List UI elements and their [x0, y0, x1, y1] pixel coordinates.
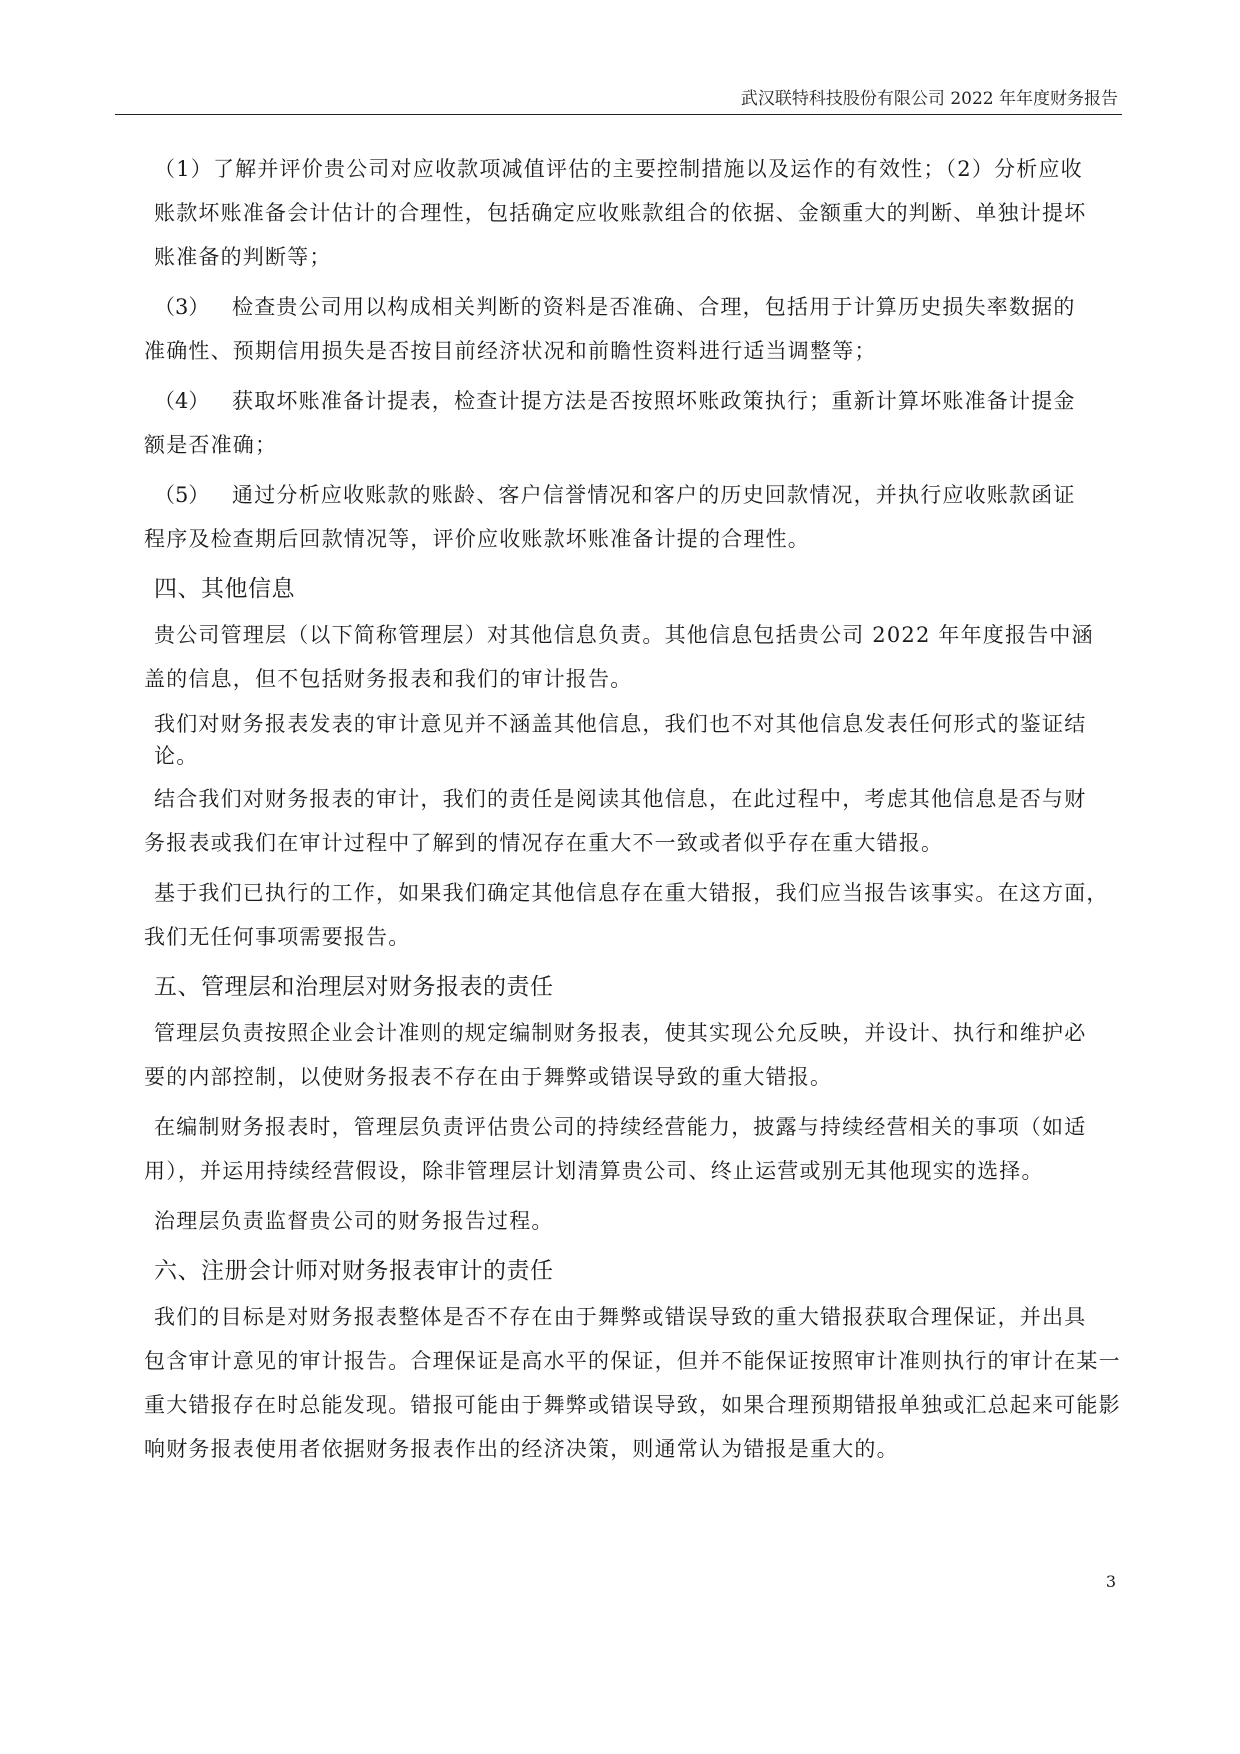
procedure-line [154, 473, 1122, 517]
procedure-number: （4） [154, 389, 210, 413]
page-header [115, 88, 1122, 115]
paragraph-line: 基于我们已执行的工作，如果我们确定其他信息存在重大错报，我们应当报告该事实。在这方面， [154, 881, 1109, 905]
section-heading-management-responsibility: 五、管理层和治理层对财务报表的责任 [154, 974, 554, 1000]
paragraph-line: 我们无任何事项需要报告。 [144, 925, 411, 949]
paragraph-line: 用），并运用持续经营假设，除非管理层计划清算贵公司、终止运营或别无其他现实的选择。 [144, 1159, 1044, 1183]
procedure-line [154, 285, 1122, 329]
paragraph-line: 贵公司管理层（以下简称管理层）对其他信息负责。其他信息包括贵公司 2022 年年度报告中涵 [154, 623, 1094, 647]
paragraph-line: 要的内部控制，以使财务报表不存在由于舞弊或错误导致的重大错报。 [144, 1065, 833, 1089]
procedure-number: （5） [154, 483, 210, 507]
paragraph-line: 重大错报存在时总能发现。错报可能由于舞弊或错误导致，如果合理预期错报单独或汇总起来可能影 [144, 1393, 1121, 1417]
procedure-line: 账款坏账准备会计估计的合理性，包括确定应收账款组合的依据、金额重大的判断、单独计提坏 [154, 201, 1087, 225]
paragraph-line: 我们对财务报表发表的审计意见并不涵盖其他信息，我们也不对其他信息发表任何形式的鉴证结 [154, 712, 1087, 736]
paragraph-line: 论。 [154, 744, 199, 768]
procedure-line: （1）了解并评价贵公司对应收款项减值评估的主要控制措施以及运作的有效性；（2）分析应收 [154, 157, 1083, 181]
paragraph-line: 响财务报表使用者依据财务报表作出的经济决策，则通常认为错报是重大的。 [144, 1437, 899, 1461]
paragraph-line: 结合我们对财务报表的审计，我们的责任是阅读其他信息，在此过程中，考虑其他信息是否与财 [154, 787, 1087, 811]
procedure-item-5 [144, 473, 1122, 561]
header-title: 武汉联特科技股份有限公司 2022 年年度财务报告 [740, 89, 1118, 109]
paragraph-line: 在编制财务报表时，管理层负责评估贵公司的持续经营能力，披露与持续经营相关的事项（如适 [154, 1115, 1087, 1139]
paragraph-line: 治理层负责监督贵公司的财务报告过程。 [154, 1209, 554, 1233]
section-heading-other-info: 四、其他信息 [154, 576, 295, 602]
paragraph-line: 我们的目标是对财务报表整体是否不存在由于舞弊或错误导致的重大错报获取合理保证，并出具 [154, 1305, 1087, 1329]
procedure-line [154, 379, 1122, 423]
paragraph-line: 管理层负责按照企业会计准则的规定编制财务报表，使其实现公允反映，并设计、执行和维护必 [154, 1021, 1087, 1045]
section-heading-auditor-responsibility: 六、注册会计师对财务报表审计的责任 [154, 1258, 554, 1284]
paragraph-line: 务报表或我们在审计过程中了解到的情况存在重大不一致或者似乎存在重大错报。 [144, 831, 944, 855]
procedure-line: 额是否准确； [144, 433, 278, 457]
procedure-number: （3） [154, 295, 210, 319]
document-body [144, 147, 1122, 1471]
page-number: 3 [1105, 1572, 1116, 1591]
procedure-line: 账准备的判断等； [154, 245, 332, 269]
procedure-item-4 [144, 379, 1122, 467]
procedure-text: 检查贵公司用以构成相关判断的资料是否准确、合理，包括用于计算历史损失率数据的 [232, 295, 1076, 319]
procedure-text: 获取坏账准备计提表，检查计提方法是否按照坏账政策执行；重新计算坏账准备计提金 [232, 389, 1076, 413]
procedure-text: 通过分析应收账款的账龄、客户信誉情况和客户的历史回款情况，并执行应收账款函证 [232, 483, 1076, 507]
paragraph-line: 包含审计意见的审计报告。合理保证是高水平的保证，但并不能保证按照审计准则执行的审计在某一 [144, 1349, 1121, 1373]
procedure-item-1-2 [154, 147, 1122, 279]
paragraph-line: 盖的信息，但不包括财务报表和我们的审计报告。 [144, 667, 633, 691]
procedure-item-3 [144, 285, 1122, 373]
procedure-line: 程序及检查期后回款情况等，评价应收账款坏账准备计提的合理性。 [144, 527, 810, 551]
procedure-line: 准确性、预期信用损失是否按目前经济状况和前瞻性资料进行适当调整等； [144, 339, 877, 363]
